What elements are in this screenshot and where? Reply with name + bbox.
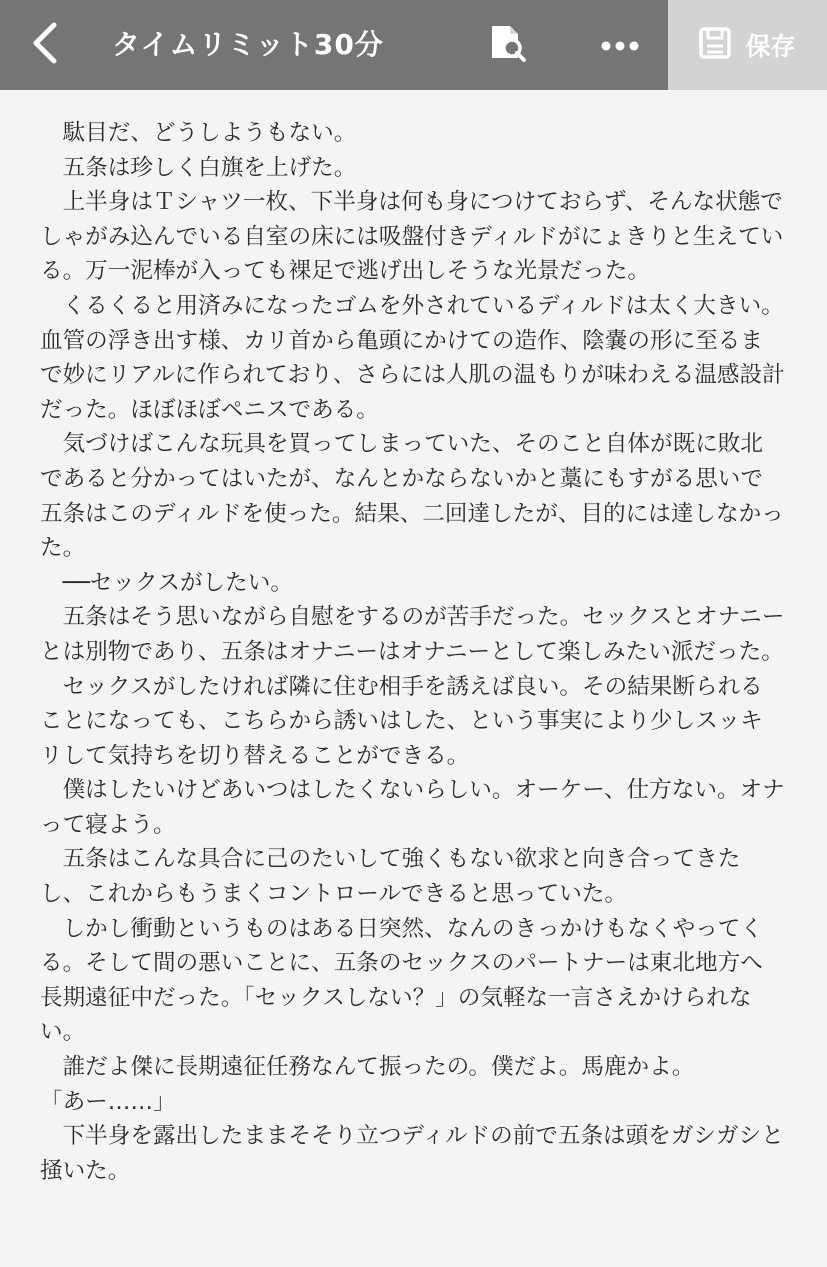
more-options-button[interactable]	[594, 20, 646, 72]
back-button[interactable]	[18, 18, 72, 72]
paragraph: 誰だよ傑に長期遠征任務なんて振ったの。僕だよ。馬鹿かよ。	[62, 1054, 695, 1081]
paragraph: 五条は珍しく白旗を上げた。	[62, 154, 357, 181]
save-floppy-icon	[699, 27, 731, 63]
paragraph: 「あー……」	[40, 1088, 176, 1115]
paragraph: 五条はこんな具合に己のたいして強くもない欲求と向き合ってきたし、これからもうまくコントロールできると思っていた。	[40, 846, 741, 908]
document-search-icon	[486, 22, 530, 70]
back-chevron-icon	[30, 21, 60, 69]
save-label: 保存	[745, 32, 796, 61]
save-button[interactable]	[668, 0, 827, 90]
top-app-bar	[0, 0, 827, 90]
paragraph: 気づけばこんな玩具を買ってしまっていた、そのこと自体が既に敗北であると分かってはいたが、なんとかならないかと藁にもすがる思いで五条はこのディルドを使った。結果、二回達したが、目的には達しなかった。	[40, 431, 784, 562]
paragraph: セックスがしたければ隣に住む相手を誘えば良い。その結果断られることになっても、こちらから誘いはした、という事実により少しスッキリして気持ちを切り替えることができる。	[40, 673, 763, 769]
story-text	[40, 116, 785, 1188]
paragraph: しかし衝動というものはある日突然、なんのきっかけもなくやってくる。そして間の悪いことに、五条のセックスのパートナーは東北地方へ長期遠征中だった。「セックスしない？」の気軽な一言さえかけられない。	[40, 915, 763, 1046]
paragraph: くるくると用済みになったゴムを外されているディルドは太く大きい。血管の浮き出す様、カリ首から亀頭にかけての造作、陰嚢の形に至るまで妙にリアルに作られており、さらには人肌の温もりが味わえる温感設計だった。ほぼほぼペニスである。	[40, 292, 785, 423]
paragraph: 下半身を露出したままそそり立つディルドの前で五条は頭をガシガシと掻いた。	[40, 1123, 784, 1184]
more-dots-icon	[600, 37, 640, 56]
search-in-document-button[interactable]	[482, 20, 534, 72]
paragraph: 上半身はＴシャツ一枚、下半身は何も身につけておらず、そんな状態でしゃがみ込んでいる自室の床には吸盤付きディルドがにょきりと生えている。万一泥棒が入っても裸足で逃げ出しそうな光景だった。	[40, 189, 784, 285]
paragraph: ──セックスがしたい。	[62, 569, 293, 596]
paragraph: 五条はそう思いながら自慰をするのが苦手だった。セックスとオナニーとは別物であり、五条はオナニーはオナニーとして楽しみたい派だった。	[40, 604, 785, 665]
paragraph: 駄目だ、どうしようもない。	[62, 120, 357, 146]
page-title: タイムリミット30分	[112, 28, 384, 61]
paragraph: 僕はしたいけどあいつはしたくないらしい。オーケー、仕方ない。オナって寝よう。	[40, 777, 785, 838]
